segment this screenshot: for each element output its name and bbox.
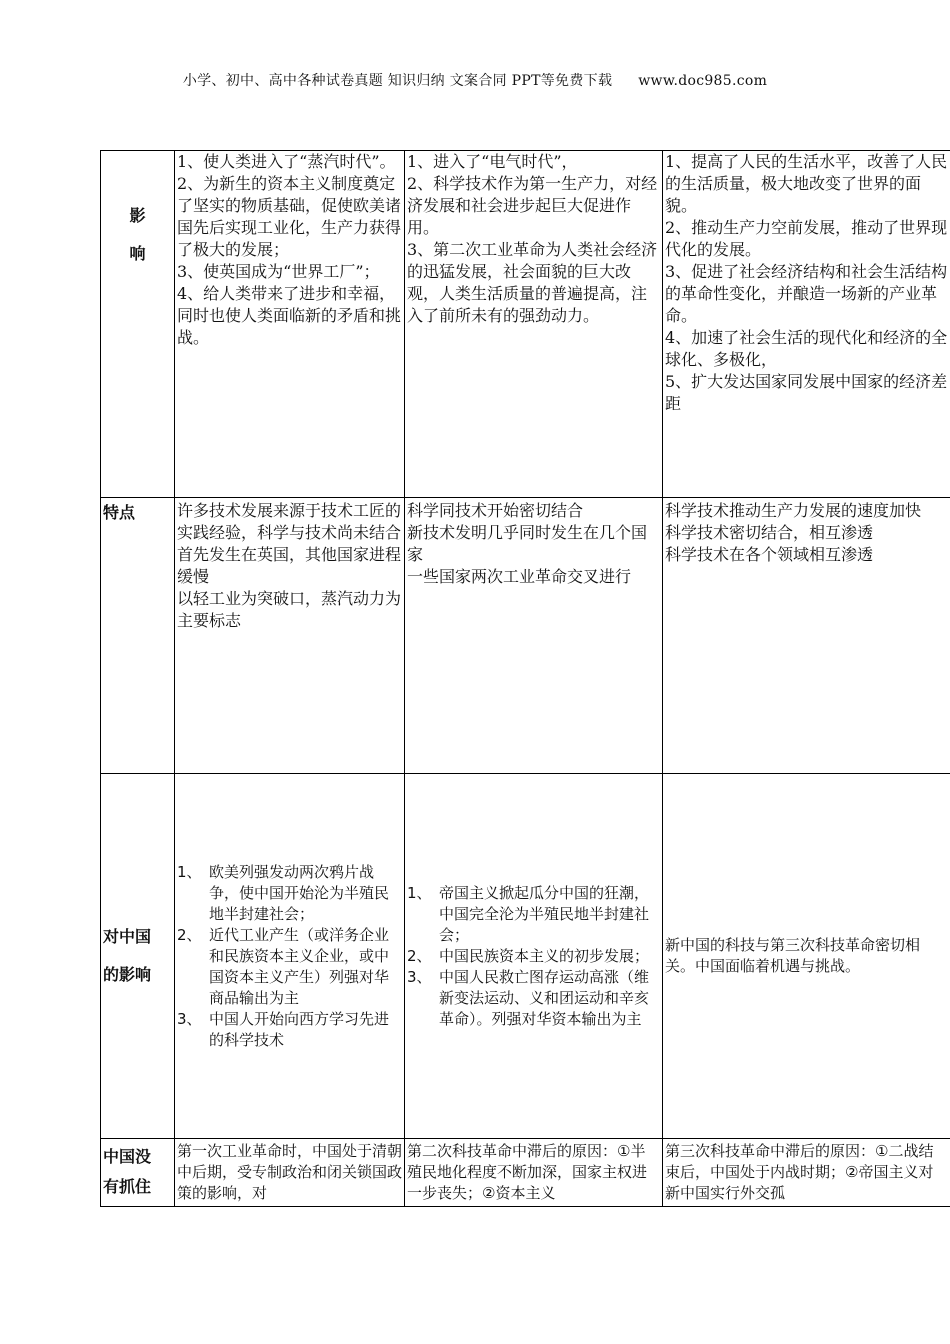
header-url: www.doc985.com: [638, 73, 768, 89]
cell-impact-second: 1、进入了“电气时代”， 2、科学技术作为第一生产力，对经济发展和社会进步起巨大促进作用。 3、第二次工业革命为人类社会经济的迅猛发展，社会面貌的巨大改观，人类生活质量的普遍提高，注入了前所未有的强劲动力。: [405, 151, 663, 498]
cell-china-second: [405, 774, 663, 1139]
row-label-impact: 影 响: [101, 151, 175, 498]
cell-china-first: [175, 774, 405, 1139]
table-row-missed: [101, 1139, 950, 1207]
list-item: 2、 近代工业产生（或洋务企业和民族资本主义企业，或中国资本主义产生）列强对华商品输出为主: [177, 925, 390, 1007]
header-text: 小学、初中、高中各种试卷真题 知识归纳 文案合同 PPT等免费下载: [182, 73, 613, 89]
list-item: 2、 中国民族资本主义的初步发展；: [407, 946, 650, 965]
list-item: 1、 欧美列强发动两次鸦片战争，使中国开始沦为半殖民地半封建社会；: [177, 862, 390, 923]
cell-impact-first: 1、使人类进入了“蒸汽时代”。 2、为新生的资本主义制度奠定了坚实的物质基础，促使欧美诸国先后实现工业化，生产力获得了极大的发展； 3、使英国成为“世界工厂”； 4、给人类带来了进步和幸福，同时也使人类面临新的矛盾和挑战。: [175, 151, 405, 498]
list-item: 1、 帝国主义掀起瓜分中国的狂潮，中国完全沦为半殖民地半封建社会；: [407, 883, 650, 944]
list-item: 3、 中国人开始向西方学习先进的科学技术: [177, 1009, 390, 1049]
row-label-missed: 中国没 有抓住: [101, 1139, 175, 1207]
table-row-impact: [101, 151, 950, 498]
cell-missed-second: 第二次科技革命中滞后的原因：①半殖民地化程度不断加深，国家主权进一步丧失；②资本主义: [405, 1139, 663, 1207]
cell-features-second: 科学同技术开始密切结合 新技术发明几乎同时发生在几个国家 一些国家两次工业革命交叉进行: [405, 498, 663, 774]
table-row-china: [101, 774, 950, 1139]
list-item: 3、 中国人民救亡图存运动高涨（维新变法运动、义和团运动和辛亥革命）。列强对华资本输出为主: [407, 967, 650, 1028]
cell-impact-third: 1、提高了人民的生活水平，改善了人民的生活质量，极大地改变了世界的面貌。 2、推动生产力空前发展，推动了世界现代化的发展。 3、促进了社会经济结构和社会生活结构的革命性变化，并酿造一场新的产业革命。 4、加速了社会生活的现代化和经济的全球化、多极化， 5、扩大发达国家同发展中国家的经济差距: [663, 151, 950, 498]
cell-china-third: 新中国的科技与第三次科技革命密切相关。中国面临着机遇与挑战。: [663, 774, 950, 1139]
cell-features-first: 许多技术发展来源于技术工匠的实践经验，科学与技术尚未结合 首先发生在英国，其他国家进程缓慢 以轻工业为突破口，蒸汽动力为主要标志: [175, 498, 405, 774]
row-label-features: 特点: [101, 498, 175, 774]
row-label-china: 对中国 的影响: [101, 774, 175, 1139]
comparison-table: [100, 150, 950, 1207]
table-row-features: [101, 498, 950, 774]
page-header: [0, 70, 950, 90]
cell-missed-third: 第三次科技革命中滞后的原因：①二战结束后，中国处于内战时期；②帝国主义对新中国实行外交孤: [663, 1139, 950, 1207]
cell-features-third: 科学技术推动生产力发展的速度加快 科学技术密切结合，相互渗透 科学技术在各个领域相互渗透: [663, 498, 950, 774]
cell-missed-first: 第一次工业革命时，中国处于清朝中后期，受专制政治和闭关锁国政策的影响，对: [175, 1139, 405, 1207]
